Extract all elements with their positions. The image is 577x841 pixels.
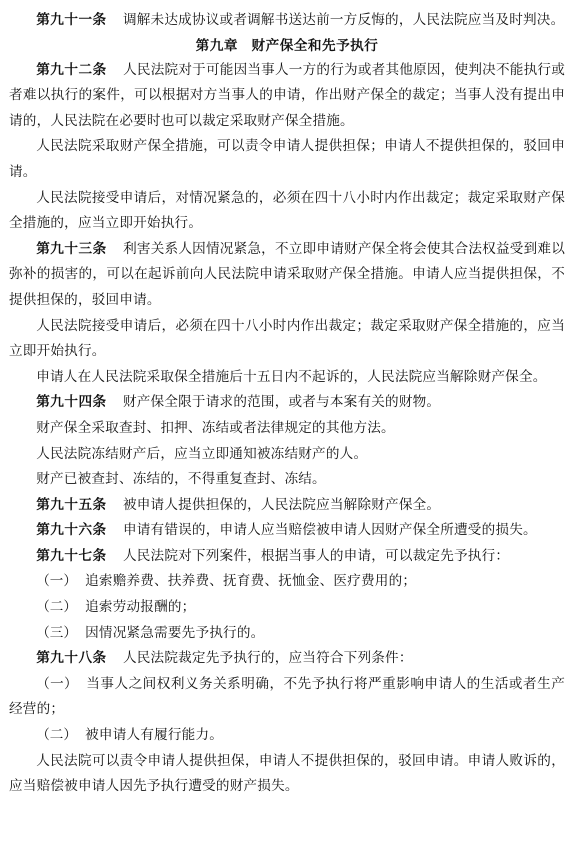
article-93 [9, 237, 565, 314]
article-96 [9, 518, 565, 544]
paragraph: 申请人在人民法院采取保全措施后十五日内不起诉的，人民法院应当解除财产保全。 [36, 368, 547, 385]
item-number: （一） [36, 573, 77, 590]
article-number: 第九十四条 [36, 394, 107, 411]
article-number: 第九十八条 [36, 650, 107, 667]
paragraph: 人民法院冻结财产后，应当立即通知被冻结财产的人。 [36, 445, 368, 462]
item-text: 当事人之间权利义务关系明确，不先予执行将严重影响申请人的生活或者生产经营的； [9, 675, 565, 718]
chapter-number: 第九章 [195, 37, 238, 54]
item-number: （一） [36, 675, 78, 692]
article-text: 人民法院对于可能因当事人一方的行为或者其他原因，使判决不能执行或者难以执行的案件，可以根据对方当事人的申请，作出财产保全的裁定；当事人没有提出申请的，人民法院在必要时也可以裁定采取财产保全措施。 [9, 61, 566, 129]
item-number: （二） [36, 727, 77, 744]
article-number: 第九十一条 [36, 12, 107, 28]
list-item [9, 595, 565, 621]
list-item [9, 569, 565, 595]
item-text: 追索赡养费、扶养费、抚育费、抚恤金、医疗费用的； [85, 573, 417, 590]
article-text: 申请有错误的，申请人应当赔偿被申请人因财产保全所遭受的损失。 [122, 522, 537, 539]
list-item [9, 723, 565, 749]
article-text: 人民法院裁定先予执行的，应当符合下列条件： [122, 650, 413, 667]
article-number: 第九十五条 [36, 496, 107, 513]
item-number: （二） [36, 599, 77, 616]
chapter-heading [9, 34, 565, 58]
chapter-title: 财产保全和先予执行 [251, 37, 379, 54]
article-text: 财产保全限于请求的范围，或者与本案有关的财物。 [122, 394, 441, 411]
article-text: 人民法院对下列案件，根据当事人的申请，可以裁定先予执行： [122, 547, 510, 564]
paragraph: 人民法院接受申请后，必须在四十八小时内作出裁定；裁定采取财产保全措施的，应当立即开始执行。 [9, 317, 565, 360]
item-text: 被申请人有履行能力。 [85, 727, 224, 744]
article-number: 第九十二条 [36, 61, 107, 78]
article-97 [9, 544, 565, 570]
item-text: 因情况紧急需要先予执行的。 [85, 624, 265, 641]
paragraph: 人民法院采取财产保全措施，可以责令申请人提供担保；申请人不提供担保的，驳回申请。 [9, 138, 565, 180]
article-text: 调解未达成协议或者调解书送达前一方反悔的，人民法院应当及时判决。 [122, 12, 565, 28]
article-number: 第九十六条 [36, 522, 107, 539]
article-98 [9, 646, 565, 672]
list-item [9, 621, 565, 647]
article-text: 利害关系人因情况紧急，不立即申请财产保全将会使其合法权益受到难以弥补的损害的，可以在起诉前向人民法院申请采取财产保全措施。申请人应当提供担保，不提供担保的，驳回申请。 [9, 240, 566, 308]
article-text: 被申请人提供担保的，人民法院应当解除财产保全。 [122, 496, 441, 513]
list-item [9, 672, 565, 723]
article-91 [9, 8, 565, 34]
article-number: 第九十七条 [36, 547, 107, 564]
article-number: 第九十三条 [36, 240, 107, 257]
paragraph: 人民法院接受申请后，对情况紧急的，必须在四十八小时内作出裁定；裁定采取财产保全措施的，应当立即开始执行。 [9, 189, 565, 232]
item-text: 追索劳动报酬的； [85, 599, 196, 616]
article-94 [9, 390, 565, 416]
article-95 [9, 493, 565, 519]
paragraph: 财产已被查封、冻结的，不得重复查封、冻结。 [36, 471, 326, 488]
article-92 [9, 58, 565, 135]
item-number: （三） [36, 624, 77, 641]
paragraph: 人民法院可以责令申请人提供担保，申请人不提供担保的，驳回申请。申请人败诉的，应当赔偿被申请人因先予执行遭受的财产损失。 [9, 752, 565, 795]
paragraph: 财产保全采取查封、扣押、冻结或者法律规定的其他方法。 [36, 419, 395, 436]
